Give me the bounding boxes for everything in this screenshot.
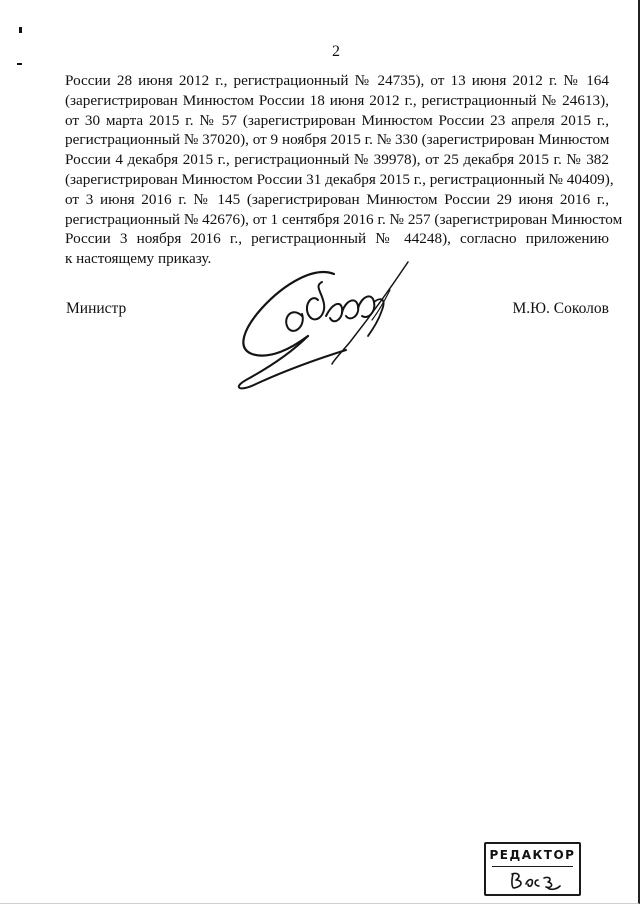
handwritten-signature bbox=[222, 256, 422, 396]
stamp-label: РЕДАКТОР bbox=[489, 848, 576, 862]
stamp-handwritten-initials bbox=[508, 868, 562, 892]
body-text-line: от 30 марта 2015 г. № 57 (зарегистрирован Минюстом России 23 апреля 2015 г., bbox=[65, 111, 609, 129]
signer-title: Министр bbox=[66, 300, 127, 317]
scan-speck bbox=[19, 27, 22, 33]
stamp-rule bbox=[492, 866, 573, 867]
body-text-line: к настоящему приказу. bbox=[65, 250, 212, 268]
body-text-line: регистрационный № 42676), от 1 сентября 2016 г. № 257 (зарегистрирован Минюстом bbox=[65, 210, 623, 228]
body-text-line: России 3 ноября 2016 г., регистрационный № 44248), согласно приложению bbox=[65, 230, 609, 248]
body-text-line: России 28 июня 2012 г., регистрационный № 24735), от 13 июня 2012 г. № 164 bbox=[65, 72, 609, 89]
body-text-line: регистрационный № 37020), от 9 ноября 2015 г. № 330 (зарегистрирован Минюстом bbox=[65, 131, 610, 149]
page-number: 2 bbox=[332, 43, 340, 60]
body-text-line: (зарегистрирован Минюстом России 31 декабря 2015 г., регистрационный № 40409), bbox=[65, 170, 614, 188]
scan-speck bbox=[17, 63, 22, 65]
body-text-line: России 4 декабря 2015 г., регистрационный № 39978), от 25 декабря 2015 г. № 382 bbox=[65, 151, 609, 169]
body-text-line: (зарегистрирован Минюстом России 18 июня 2012 г., регистрационный № 24613), bbox=[65, 91, 609, 109]
signer-name: М.Ю. Соколов bbox=[512, 300, 609, 317]
body-text-line: от 3 июня 2016 г. № 145 (зарегистрирован Минюстом России 29 июня 2016 г., bbox=[65, 190, 609, 208]
document-body-text bbox=[65, 71, 623, 269]
editor-stamp bbox=[484, 842, 581, 896]
